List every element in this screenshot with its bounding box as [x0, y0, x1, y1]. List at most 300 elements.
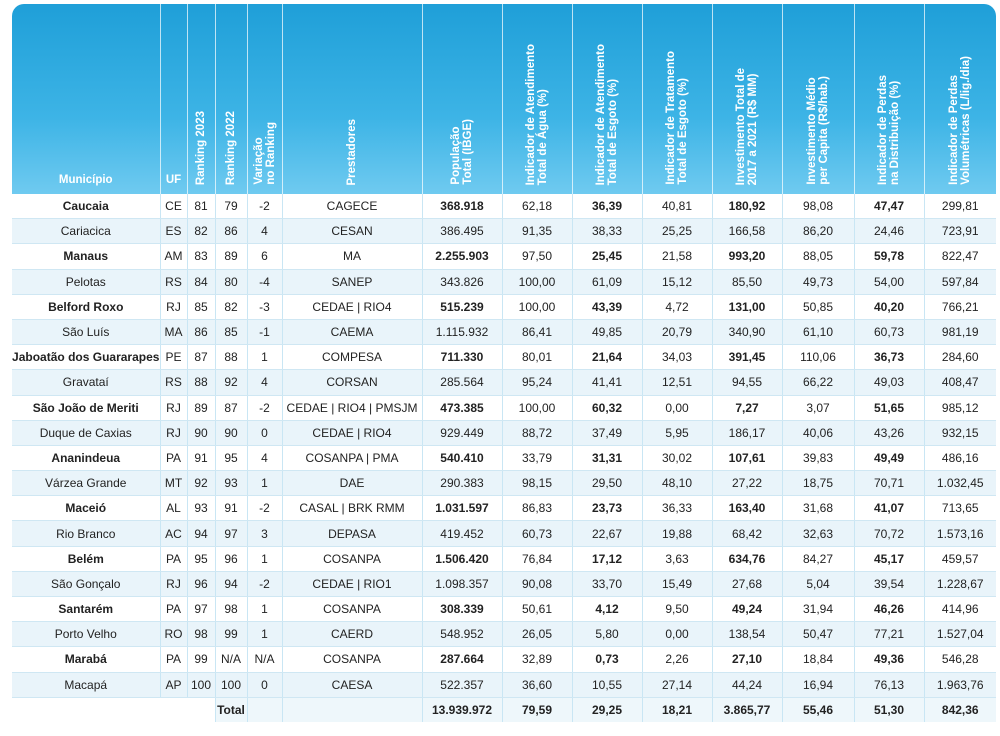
cell-tratamento-esgoto: 15,12 — [642, 269, 712, 294]
cell-ranking-2022: 79 — [215, 194, 247, 219]
cell-ranking-2023: 89 — [187, 395, 215, 420]
cell-populacao: 285.564 — [422, 370, 502, 395]
cell-populacao: 1.098.357 — [422, 571, 502, 596]
cell-ranking-2023: 90 — [187, 420, 215, 445]
cell-investimento-total: 634,76 — [712, 546, 782, 571]
total-investimento-medio: 55,46 — [782, 697, 854, 722]
cell-atendimento-esgoto: 33,70 — [572, 571, 642, 596]
cell-perdas-distribuicao: 70,71 — [854, 471, 924, 496]
table-row — [12, 219, 996, 244]
table-row — [12, 647, 996, 672]
cell-uf: PA — [160, 546, 187, 571]
cell-populacao: 473.385 — [422, 395, 502, 420]
cell-perdas-volumetricas: 1.527,04 — [924, 622, 996, 647]
cell-atendimento-agua: 98,15 — [502, 471, 572, 496]
header-perdas-volumetricas: Indicador de Perdas Volumétricas (L/lig./dia) — [924, 4, 996, 194]
cell-variacao: -3 — [247, 294, 282, 319]
cell-ranking-2022: 92 — [215, 370, 247, 395]
cell-ranking-2022: 97 — [215, 521, 247, 546]
cell-ranking-2023: 100 — [187, 672, 215, 697]
cell-populacao: 548.952 — [422, 622, 502, 647]
cell-investimento-medio: 18,84 — [782, 647, 854, 672]
cell-atendimento-agua: 88,72 — [502, 420, 572, 445]
cell-tratamento-esgoto: 4,72 — [642, 294, 712, 319]
cell-investimento-total: 340,90 — [712, 319, 782, 344]
cell-tratamento-esgoto: 3,63 — [642, 546, 712, 571]
cell-atendimento-agua: 76,84 — [502, 546, 572, 571]
cell-perdas-distribuicao: 70,72 — [854, 521, 924, 546]
cell-ranking-2023: 84 — [187, 269, 215, 294]
cell-atendimento-esgoto: 49,85 — [572, 319, 642, 344]
cell-atendimento-esgoto: 22,67 — [572, 521, 642, 546]
cell-perdas-distribuicao: 40,20 — [854, 294, 924, 319]
cell-prestadores: SANEP — [282, 269, 422, 294]
cell-perdas-volumetricas: 981,19 — [924, 319, 996, 344]
cell-prestadores: COSANPA | PMA — [282, 445, 422, 470]
cell-atendimento-agua: 91,35 — [502, 219, 572, 244]
cell-prestadores: CESAN — [282, 219, 422, 244]
table-row — [12, 345, 996, 370]
cell-atendimento-agua: 86,83 — [502, 496, 572, 521]
cell-investimento-medio: 18,75 — [782, 471, 854, 496]
cell-investimento-total: 166,58 — [712, 219, 782, 244]
cell-investimento-medio: 3,07 — [782, 395, 854, 420]
cell-prestadores: CEDAE | RIO4 | PMSJM — [282, 395, 422, 420]
cell-perdas-distribuicao: 49,03 — [854, 370, 924, 395]
cell-ranking-2023: 99 — [187, 647, 215, 672]
cell-ranking-2023: 98 — [187, 622, 215, 647]
cell-perdas-distribuicao: 60,73 — [854, 319, 924, 344]
cell-investimento-medio: 5,04 — [782, 571, 854, 596]
cell-uf: MT — [160, 471, 187, 496]
cell-tratamento-esgoto: 12,51 — [642, 370, 712, 395]
cell-prestadores: CAEMA — [282, 319, 422, 344]
cell-ranking-2023: 97 — [187, 597, 215, 622]
cell-municipio: Maceió — [12, 496, 160, 521]
cell-ranking-2022: 87 — [215, 395, 247, 420]
cell-investimento-total: 186,17 — [712, 420, 782, 445]
cell-populacao: 1.506.420 — [422, 546, 502, 571]
cell-perdas-volumetricas: 1.032,45 — [924, 471, 996, 496]
cell-tratamento-esgoto: 2,26 — [642, 647, 712, 672]
cell-atendimento-esgoto: 60,32 — [572, 395, 642, 420]
table-body — [12, 194, 996, 722]
cell-ranking-2023: 83 — [187, 244, 215, 269]
cell-atendimento-agua: 100,00 — [502, 269, 572, 294]
cell-ranking-2022: 91 — [215, 496, 247, 521]
cell-uf: RJ — [160, 571, 187, 596]
cell-atendimento-agua: 50,61 — [502, 597, 572, 622]
cell-perdas-volumetricas: 597,84 — [924, 269, 996, 294]
cell-uf: RJ — [160, 420, 187, 445]
cell-atendimento-esgoto: 21,64 — [572, 345, 642, 370]
cell-ranking-2022: 96 — [215, 546, 247, 571]
table-row — [12, 420, 996, 445]
cell-investimento-medio: 50,85 — [782, 294, 854, 319]
cell-municipio: Santarém — [12, 597, 160, 622]
total-atendimento-agua: 79,59 — [502, 697, 572, 722]
header-prestadores: Prestadores — [282, 4, 422, 194]
total-investimento-total: 3.865,77 — [712, 697, 782, 722]
header-populacao: População Total (IBGE) — [422, 4, 502, 194]
cell-municipio: Caucaia — [12, 194, 160, 219]
cell-perdas-distribuicao: 49,36 — [854, 647, 924, 672]
cell-ranking-2022: 93 — [215, 471, 247, 496]
cell-municipio: Duque de Caxias — [12, 420, 160, 445]
cell-ranking-2022: 85 — [215, 319, 247, 344]
table-row — [12, 672, 996, 697]
cell-tratamento-esgoto: 9,50 — [642, 597, 712, 622]
cell-uf: CE — [160, 194, 187, 219]
cell-ranking-2023: 92 — [187, 471, 215, 496]
cell-atendimento-esgoto: 23,73 — [572, 496, 642, 521]
cell-tratamento-esgoto: 34,03 — [642, 345, 712, 370]
cell-uf: RS — [160, 269, 187, 294]
cell-perdas-volumetricas: 459,57 — [924, 546, 996, 571]
cell-investimento-medio: 31,94 — [782, 597, 854, 622]
ranking-table — [12, 4, 996, 722]
cell-municipio: Rio Branco — [12, 521, 160, 546]
cell-variacao: 4 — [247, 370, 282, 395]
total-tratamento-esgoto: 18,21 — [642, 697, 712, 722]
cell-perdas-volumetricas: 414,96 — [924, 597, 996, 622]
cell-perdas-volumetricas: 546,28 — [924, 647, 996, 672]
cell-variacao: -4 — [247, 269, 282, 294]
cell-perdas-volumetricas: 932,15 — [924, 420, 996, 445]
cell-investimento-total: 138,54 — [712, 622, 782, 647]
header-tratamento-esgoto: Indicador de Tratamento Total de Esgoto (%) — [642, 4, 712, 194]
cell-perdas-distribuicao: 41,07 — [854, 496, 924, 521]
cell-uf: PA — [160, 445, 187, 470]
cell-variacao: 0 — [247, 672, 282, 697]
cell-prestadores: CAESA — [282, 672, 422, 697]
cell-populacao: 308.339 — [422, 597, 502, 622]
table-row — [12, 622, 996, 647]
cell-tratamento-esgoto: 20,79 — [642, 319, 712, 344]
cell-populacao: 290.383 — [422, 471, 502, 496]
cell-perdas-distribuicao: 46,26 — [854, 597, 924, 622]
cell-investimento-total: 391,45 — [712, 345, 782, 370]
total-perdas-distribuicao: 51,30 — [854, 697, 924, 722]
cell-tratamento-esgoto: 27,14 — [642, 672, 712, 697]
cell-investimento-total: 107,61 — [712, 445, 782, 470]
cell-atendimento-esgoto: 5,80 — [572, 622, 642, 647]
cell-ranking-2023: 96 — [187, 571, 215, 596]
total-populacao: 13.939.972 — [422, 697, 502, 722]
total-blank-cell — [160, 697, 187, 722]
cell-variacao: 0 — [247, 420, 282, 445]
cell-populacao: 711.330 — [422, 345, 502, 370]
table-row — [12, 571, 996, 596]
cell-investimento-medio: 40,06 — [782, 420, 854, 445]
cell-populacao: 2.255.903 — [422, 244, 502, 269]
cell-investimento-total: 85,50 — [712, 269, 782, 294]
cell-atendimento-agua: 32,89 — [502, 647, 572, 672]
cell-investimento-medio: 66,22 — [782, 370, 854, 395]
cell-atendimento-esgoto: 0,73 — [572, 647, 642, 672]
cell-ranking-2022: 99 — [215, 622, 247, 647]
cell-perdas-distribuicao: 43,26 — [854, 420, 924, 445]
cell-perdas-volumetricas: 408,47 — [924, 370, 996, 395]
cell-perdas-distribuicao: 36,73 — [854, 345, 924, 370]
cell-investimento-total: 27,68 — [712, 571, 782, 596]
cell-perdas-volumetricas: 1.228,67 — [924, 571, 996, 596]
cell-variacao: -1 — [247, 319, 282, 344]
cell-prestadores: COSANPA — [282, 546, 422, 571]
cell-prestadores: CASAL | BRK RMM — [282, 496, 422, 521]
cell-variacao: N/A — [247, 647, 282, 672]
cell-ranking-2023: 93 — [187, 496, 215, 521]
cell-ranking-2023: 88 — [187, 370, 215, 395]
cell-perdas-distribuicao: 51,65 — [854, 395, 924, 420]
cell-municipio: São Luís — [12, 319, 160, 344]
cell-municipio: São Gonçalo — [12, 571, 160, 596]
header-variacao: Variação no Ranking — [247, 4, 282, 194]
cell-atendimento-esgoto: 31,31 — [572, 445, 642, 470]
table-row — [12, 294, 996, 319]
total-blank-cell — [187, 697, 215, 722]
table-row — [12, 445, 996, 470]
cell-perdas-distribuicao: 45,17 — [854, 546, 924, 571]
cell-investimento-total: 44,24 — [712, 672, 782, 697]
header-uf: UF — [160, 4, 187, 194]
cell-uf: AM — [160, 244, 187, 269]
cell-atendimento-agua: 100,00 — [502, 395, 572, 420]
cell-populacao: 1.031.597 — [422, 496, 502, 521]
cell-municipio: Macapá — [12, 672, 160, 697]
cell-ranking-2022: 98 — [215, 597, 247, 622]
cell-prestadores: COMPESA — [282, 345, 422, 370]
cell-populacao: 287.664 — [422, 647, 502, 672]
cell-ranking-2023: 95 — [187, 546, 215, 571]
cell-populacao: 343.826 — [422, 269, 502, 294]
cell-uf: AL — [160, 496, 187, 521]
cell-ranking-2022: 90 — [215, 420, 247, 445]
cell-uf: PA — [160, 597, 187, 622]
cell-atendimento-agua: 97,50 — [502, 244, 572, 269]
cell-investimento-medio: 32,63 — [782, 521, 854, 546]
cell-perdas-distribuicao: 24,46 — [854, 219, 924, 244]
header-municipio: Município — [58, 174, 113, 186]
cell-atendimento-agua: 36,60 — [502, 672, 572, 697]
cell-investimento-total: 94,55 — [712, 370, 782, 395]
cell-variacao: -2 — [247, 194, 282, 219]
cell-investimento-total: 7,27 — [712, 395, 782, 420]
cell-municipio: Belford Roxo — [12, 294, 160, 319]
cell-populacao: 1.115.932 — [422, 319, 502, 344]
cell-investimento-total: 27,22 — [712, 471, 782, 496]
cell-tratamento-esgoto: 48,10 — [642, 471, 712, 496]
cell-prestadores: CAGECE — [282, 194, 422, 219]
cell-tratamento-esgoto: 0,00 — [642, 395, 712, 420]
cell-municipio: Manaus — [12, 244, 160, 269]
cell-populacao: 386.495 — [422, 219, 502, 244]
cell-variacao: 4 — [247, 219, 282, 244]
cell-perdas-volumetricas: 299,81 — [924, 194, 996, 219]
cell-atendimento-esgoto: 38,33 — [572, 219, 642, 244]
cell-municipio: Gravataí — [12, 370, 160, 395]
cell-perdas-volumetricas: 486,16 — [924, 445, 996, 470]
cell-atendimento-agua: 95,24 — [502, 370, 572, 395]
cell-ranking-2023: 82 — [187, 219, 215, 244]
cell-perdas-distribuicao: 47,47 — [854, 194, 924, 219]
cell-variacao: 3 — [247, 521, 282, 546]
cell-ranking-2023: 85 — [187, 294, 215, 319]
cell-variacao: 1 — [247, 597, 282, 622]
cell-investimento-medio: 49,73 — [782, 269, 854, 294]
cell-perdas-volumetricas: 284,60 — [924, 345, 996, 370]
cell-municipio: Porto Velho — [12, 622, 160, 647]
cell-atendimento-esgoto: 4,12 — [572, 597, 642, 622]
cell-prestadores: MA — [282, 244, 422, 269]
cell-ranking-2022: 88 — [215, 345, 247, 370]
table-row — [12, 496, 996, 521]
cell-perdas-volumetricas: 985,12 — [924, 395, 996, 420]
cell-prestadores: CORSAN — [282, 370, 422, 395]
cell-uf: RS — [160, 370, 187, 395]
cell-ranking-2022: 89 — [215, 244, 247, 269]
cell-atendimento-agua: 100,00 — [502, 294, 572, 319]
table-row — [12, 244, 996, 269]
header-ranking-2023: Ranking 2023 — [187, 4, 215, 194]
header-investimento-total: Investimento Total de 2017 a 2021 (R$ MM) — [712, 4, 782, 194]
cell-atendimento-agua: 90,08 — [502, 571, 572, 596]
header-ranking-2022: Ranking 2022 — [215, 4, 247, 194]
cell-municipio: Jaboatão dos Guararapes — [12, 345, 160, 370]
cell-perdas-volumetricas: 766,21 — [924, 294, 996, 319]
cell-uf: PA — [160, 647, 187, 672]
table-row — [12, 546, 996, 571]
cell-perdas-distribuicao: 76,13 — [854, 672, 924, 697]
header-investimento-medio: Investimento Médio per Capita (R$/hab.) — [782, 4, 854, 194]
cell-investimento-medio: 16,94 — [782, 672, 854, 697]
cell-municipio: Pelotas — [12, 269, 160, 294]
cell-investimento-medio: 31,68 — [782, 496, 854, 521]
cell-prestadores: CAERD — [282, 622, 422, 647]
cell-investimento-total: 49,24 — [712, 597, 782, 622]
cell-tratamento-esgoto: 30,02 — [642, 445, 712, 470]
cell-ranking-2022: 94 — [215, 571, 247, 596]
cell-ranking-2023: 86 — [187, 319, 215, 344]
cell-ranking-2022: 82 — [215, 294, 247, 319]
cell-uf: MA — [160, 319, 187, 344]
cell-populacao: 515.239 — [422, 294, 502, 319]
table-row — [12, 269, 996, 294]
cell-atendimento-esgoto: 10,55 — [572, 672, 642, 697]
cell-ranking-2023: 94 — [187, 521, 215, 546]
cell-investimento-medio: 61,10 — [782, 319, 854, 344]
cell-populacao: 368.918 — [422, 194, 502, 219]
cell-atendimento-agua: 80,01 — [502, 345, 572, 370]
cell-perdas-distribuicao: 39,54 — [854, 571, 924, 596]
cell-perdas-volumetricas: 1.573,16 — [924, 521, 996, 546]
cell-investimento-medio: 88,05 — [782, 244, 854, 269]
header-atendimento-agua: Indicador de Atendimento Total de Água (%) — [502, 4, 572, 194]
cell-investimento-medio: 39,83 — [782, 445, 854, 470]
cell-uf: PE — [160, 345, 187, 370]
cell-variacao: -2 — [247, 496, 282, 521]
cell-tratamento-esgoto: 36,33 — [642, 496, 712, 521]
cell-populacao: 419.452 — [422, 521, 502, 546]
cell-ranking-2022: N/A — [215, 647, 247, 672]
cell-tratamento-esgoto: 15,49 — [642, 571, 712, 596]
cell-municipio: Ananindeua — [12, 445, 160, 470]
cell-perdas-distribuicao: 59,78 — [854, 244, 924, 269]
total-empty — [247, 697, 282, 722]
table-row — [12, 597, 996, 622]
cell-uf: RJ — [160, 294, 187, 319]
cell-tratamento-esgoto: 25,25 — [642, 219, 712, 244]
cell-municipio: Cariacica — [12, 219, 160, 244]
total-blank-cell — [12, 697, 160, 722]
cell-ranking-2022: 95 — [215, 445, 247, 470]
cell-tratamento-esgoto: 5,95 — [642, 420, 712, 445]
cell-variacao: 4 — [247, 445, 282, 470]
cell-atendimento-esgoto: 37,49 — [572, 420, 642, 445]
cell-variacao: 1 — [247, 546, 282, 571]
cell-perdas-volumetricas: 723,91 — [924, 219, 996, 244]
cell-atendimento-agua: 86,41 — [502, 319, 572, 344]
cell-perdas-volumetricas: 713,65 — [924, 496, 996, 521]
cell-populacao: 540.410 — [422, 445, 502, 470]
cell-atendimento-esgoto: 43,39 — [572, 294, 642, 319]
cell-variacao: -2 — [247, 571, 282, 596]
cell-investimento-total: 131,00 — [712, 294, 782, 319]
cell-populacao: 929.449 — [422, 420, 502, 445]
cell-atendimento-esgoto: 25,45 — [572, 244, 642, 269]
cell-investimento-total: 68,42 — [712, 521, 782, 546]
cell-perdas-distribuicao: 54,00 — [854, 269, 924, 294]
cell-prestadores: DAE — [282, 471, 422, 496]
cell-perdas-distribuicao: 77,21 — [854, 622, 924, 647]
cell-tratamento-esgoto: 40,81 — [642, 194, 712, 219]
table-row — [12, 194, 996, 219]
header-atendimento-esgoto: Indicador de Atendimento Total de Esgoto (%) — [572, 4, 642, 194]
cell-investimento-medio: 110,06 — [782, 345, 854, 370]
cell-prestadores: CEDAE | RIO4 — [282, 420, 422, 445]
table-row — [12, 370, 996, 395]
cell-prestadores: CEDAE | RIO1 — [282, 571, 422, 596]
cell-investimento-total: 180,92 — [712, 194, 782, 219]
cell-prestadores: COSANPA — [282, 647, 422, 672]
cell-investimento-medio: 84,27 — [782, 546, 854, 571]
cell-atendimento-esgoto: 36,39 — [572, 194, 642, 219]
cell-atendimento-agua: 62,18 — [502, 194, 572, 219]
cell-municipio: São João de Meriti — [12, 395, 160, 420]
cell-atendimento-agua: 26,05 — [502, 622, 572, 647]
cell-tratamento-esgoto: 0,00 — [642, 622, 712, 647]
table-row — [12, 521, 996, 546]
table-row — [12, 319, 996, 344]
cell-perdas-volumetricas: 1.963,76 — [924, 672, 996, 697]
total-row — [12, 697, 996, 722]
total-perdas-volumetricas: 842,36 — [924, 697, 996, 722]
cell-prestadores: CEDAE | RIO4 — [282, 294, 422, 319]
cell-uf: RO — [160, 622, 187, 647]
cell-ranking-2023: 81 — [187, 194, 215, 219]
cell-perdas-distribuicao: 49,49 — [854, 445, 924, 470]
cell-ranking-2022: 86 — [215, 219, 247, 244]
cell-prestadores: COSANPA — [282, 597, 422, 622]
cell-uf: AC — [160, 521, 187, 546]
cell-investimento-medio: 86,20 — [782, 219, 854, 244]
total-label: Total — [215, 697, 247, 722]
cell-populacao: 522.357 — [422, 672, 502, 697]
cell-variacao: 6 — [247, 244, 282, 269]
header-perdas-distribuicao: Indicador de Perdas na Distribuição (%) — [854, 4, 924, 194]
cell-investimento-total: 163,40 — [712, 496, 782, 521]
cell-municipio: Marabá — [12, 647, 160, 672]
